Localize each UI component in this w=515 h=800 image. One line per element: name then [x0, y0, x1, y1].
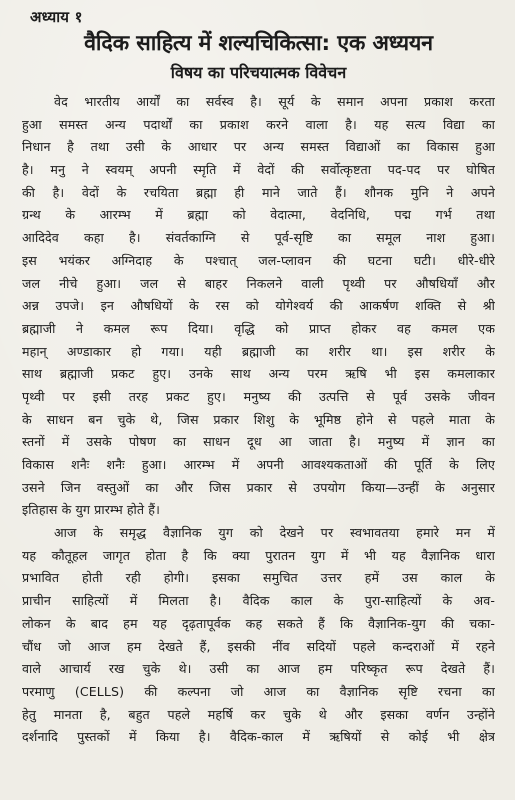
text-line: वेद भारतीय आर्यों का सर्वस्व है। सूर्य के समान अपना प्रकाश करता — [54, 94, 495, 109]
text-line: उसने जिन वस्तुओं का और जिस प्रकार से उपयोग किया—उन्हीं के अनुसार — [22, 479, 495, 495]
text-line: प्राचीन साहित्यों में मिलता है। वैदिक काल के पुरा-साहित्यों के अव- — [22, 593, 495, 609]
text-line: वाले आचार्य रख चुके थे। उसी का आज हम परिष्कृत रूप देखते हैं। — [22, 661, 495, 677]
text-line: परमाणु (CELLS) की कल्पना जो आज का वैज्ञानिक सृष्टि रचना का — [22, 683, 495, 699]
text-line: अन्न उपजे। इन औषधियों के रस को योगेश्वर्य की आकर्षण शक्ति से श्री — [22, 298, 495, 314]
text-line: दर्शनादि पुस्तकों में किया है। वैदिक-काल में ऋषियों से कोई भी क्षेत्र — [22, 729, 495, 745]
text-line: ब्रह्माजी ने कमल रूप दिया। वृद्धि को प्राप्त होकर वह कमल एक — [22, 320, 495, 336]
text-line: हुआ समस्त अन्य पदार्थों का प्रकाश करने वाला है। यह सत्य विद्या का — [22, 116, 495, 132]
text-line: पृथ्वी पर इसी तरह प्रकट हुए। मनुष्य की उत्पत्ति से पूर्व उसके जीवन — [22, 388, 495, 404]
text-line: इस भयंकर अग्निदाह के पश्चात् जल-प्लावन की घटना घटी। धीरे-धीरे — [22, 252, 495, 268]
text-line: हेतु मानता है, बहुत पहले महर्षि कर चुके थे और इसका वर्णन उन्होंने — [22, 706, 495, 722]
text-line: लोकन के बाद हम यह दृढ़तापूर्वक कह सकते हैं कि वैज्ञानिक-युग की चका- — [22, 615, 495, 631]
text-line: के साधन बन चुके थे, जिस प्रकार शिशु के भूमिष्ठ होने से पहले माता के — [22, 411, 495, 427]
text-line: निधान है तथा उसी के आधार पर अन्य समस्त विद्याओं का विकास हुआ — [22, 139, 495, 155]
text-line: आदिदेव कहा है। संवर्तकाग्नि से पूर्व-सृष्टि का समूल नाश हुआ। — [22, 230, 495, 246]
text-line: महान् अण्डाकार हो गया। यही ब्रह्माजी का शरीर था। इस शरीर के — [22, 343, 495, 359]
text-line: की है। वेदों के रचयिता ब्रह्मा ही माने जाते हैं। शौनक मुनि ने अपने — [22, 184, 495, 200]
text-line: चौंध जो आज हम देखते हैं, इसकी नींव सदियों पहले कन्दराओं में रहने — [22, 638, 495, 654]
text-line: प्रभावित होती रही होगी। इसका समुचित उत्तर हमें उस काल के — [22, 570, 495, 586]
text-line: ग्रन्थ के आरम्भ में ब्रह्मा को वेदात्मा, वेदनिधि, पद्म गर्भ तथा — [22, 207, 495, 223]
text-line: आज के समृद्ध वैज्ञानिक युग को देखने पर स्वभावतया हमारे मन में — [54, 525, 495, 541]
text-line: जल नीचे हुआ। जल से बाहर निकलने वाली पृथ्वी पर औषधियाँ और — [22, 275, 495, 291]
text-line: विकास शनैः शनैः हुआ। आरम्भ में अपनी आवश्यकताओं की पूर्ति के लिए — [22, 457, 495, 472]
text-line: साथ ब्रह्माजी प्रकट हुए। उनके साथ अन्य परम ऋषि भी इस कमलाकार — [22, 366, 495, 382]
text-line: इतिहास के युग प्रारम्भ होते हैं। — [22, 502, 160, 518]
page-subtitle: विषय का परिचयात्मक विवेचन — [170, 63, 347, 82]
text-line: है। मनु ने स्वयम् अपनी स्मृति में वेदों की सर्वोत्कृष्टता पद-पद पर घोषित — [22, 162, 495, 178]
page-title: वैदिक साहित्य में शल्यचिकित्सा: एक अध्ययन — [84, 31, 433, 56]
text-line: स्तनों में उसके पोषण का साधन दूध आ जाता है। मनुष्य में ज्ञान का — [22, 434, 495, 450]
text-line: यह कौतूहल जागृत होता है कि क्या पुरातन युग में भी यह वैज्ञानिक धारा — [22, 547, 495, 563]
chapter-label: अध्याय १ — [30, 8, 83, 26]
paragraph-2 — [22, 522, 495, 749]
paragraph-1 — [22, 91, 495, 522]
